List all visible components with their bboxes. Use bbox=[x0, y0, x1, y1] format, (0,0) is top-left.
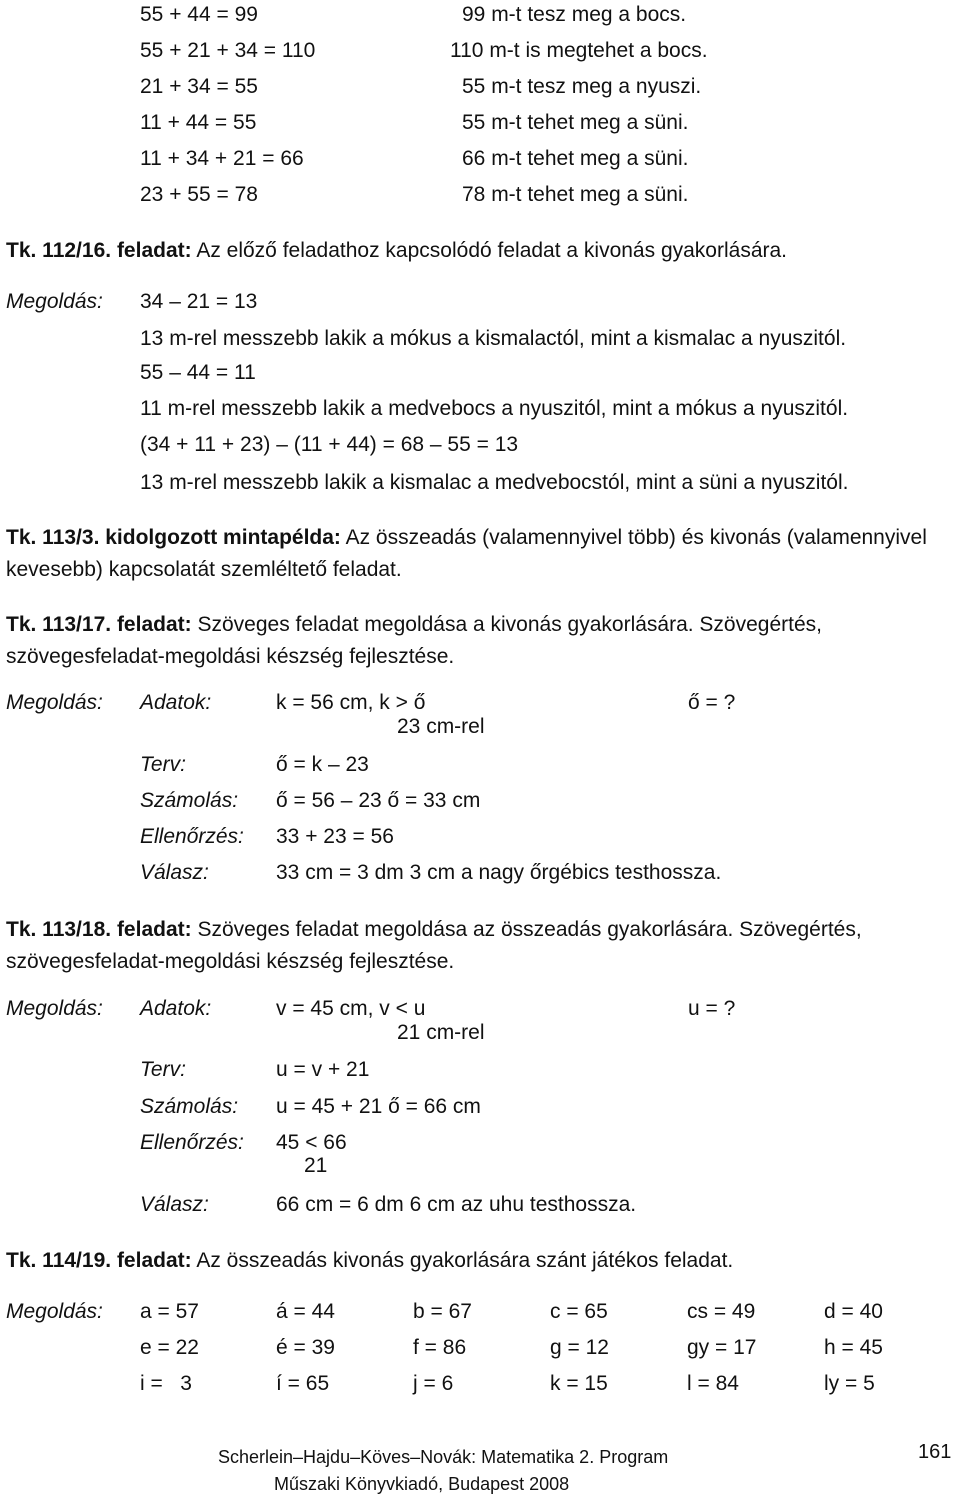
s4-solution-label: Megoldás: bbox=[6, 997, 103, 1020]
s3-ref: Tk. 113/17. bbox=[6, 613, 112, 636]
s3-solution-label: Megoldás: bbox=[6, 691, 103, 714]
grid-cell: k = 15 bbox=[550, 1372, 608, 1395]
top-txt-5: 66 m-t tehet meg a süni. bbox=[462, 147, 689, 170]
s3-text: Szöveges feladat megoldása a kivonás gyakorlására. Szövegértés, szövegesfeladat-megoldási készség fejlesztése. bbox=[6, 613, 822, 668]
grid-cell: h = 45 bbox=[824, 1336, 883, 1359]
s3-terv-label: Terv: bbox=[140, 753, 186, 776]
top-txt-6: 78 m-t tehet meg a süni. bbox=[462, 183, 689, 206]
s2-bold: kidolgozott mintapélda: bbox=[105, 526, 341, 549]
s3-szamolas-label: Számolás: bbox=[140, 789, 239, 812]
s4-adatok-sub: 21 cm-rel bbox=[397, 1021, 485, 1044]
s3-paragraph bbox=[6, 609, 950, 673]
s4-bold: feladat: bbox=[116, 918, 192, 941]
s4-paragraph bbox=[6, 914, 950, 978]
grid-cell: j = 6 bbox=[413, 1372, 454, 1395]
s4-adatok-label: Adatok: bbox=[140, 997, 212, 1020]
grid-cell: f = 86 bbox=[413, 1336, 467, 1359]
grid-cell: cs = 49 bbox=[687, 1300, 756, 1323]
s1-solution-label: Megoldás: bbox=[6, 290, 103, 313]
s2-ref: Tk. 113/3. bbox=[6, 526, 100, 549]
top-eq-5: 11 + 34 + 21 = 66 bbox=[140, 147, 304, 170]
s1-heading bbox=[6, 238, 787, 263]
s1-line-5: (34 + 11 + 23) – (11 + 44) = 68 – 55 = 13 bbox=[140, 433, 519, 456]
s4-terv-label: Terv: bbox=[140, 1058, 186, 1081]
s5-text: Az összeadás kivonás gyakorlására szánt játékos feladat. bbox=[196, 1249, 734, 1272]
s1-text: Az előző feladathoz kapcsolódó feladat a kivonás gyakorlására. bbox=[196, 239, 788, 262]
s1-ref: Tk. 112/16. bbox=[6, 239, 112, 262]
grid-cell: é = 39 bbox=[276, 1336, 335, 1359]
grid-cell: l = 84 bbox=[687, 1372, 739, 1395]
s3-szamolas: ő = 56 – 23 ő = 33 cm bbox=[276, 789, 481, 812]
s3-bold: feladat: bbox=[116, 613, 192, 636]
s2-text: Az összeadás (valamennyivel több) és kivonás (valamennyivel kevesebb) kapcsolatát szemléltető feladat. bbox=[6, 526, 927, 581]
s4-ref: Tk. 113/18. bbox=[6, 918, 112, 941]
grid-cell: í = 65 bbox=[276, 1372, 330, 1395]
top-txt-3: 55 m-t tesz meg a nyuszi. bbox=[462, 75, 702, 98]
s2-paragraph bbox=[6, 522, 950, 586]
grid-cell: á = 44 bbox=[276, 1300, 335, 1323]
grid-cell: a = 57 bbox=[140, 1300, 199, 1323]
s5-ref: Tk. 114/19. bbox=[6, 1249, 112, 1272]
footer-line-2: Műszaki Könyvkiadó, Budapest 2008 bbox=[274, 1474, 570, 1494]
s4-terv: u = v + 21 bbox=[276, 1058, 370, 1081]
top-eq-6: 23 + 55 = 78 bbox=[140, 183, 258, 206]
s5-heading bbox=[6, 1248, 733, 1273]
grid-cell: g = 12 bbox=[550, 1336, 609, 1359]
s3-question: ő = ? bbox=[688, 691, 736, 714]
s3-adatok-sub: 23 cm-rel bbox=[397, 715, 485, 738]
top-txt-4: 55 m-t tehet meg a süni. bbox=[462, 111, 689, 134]
s3-terv: ő = k – 23 bbox=[276, 753, 369, 776]
s3-valasz: 33 cm = 3 dm 3 cm a nagy őrgébics testhossza. bbox=[276, 861, 722, 884]
s1-line-1: 34 – 21 = 13 bbox=[140, 290, 258, 313]
s4-ellenorzes-sub: 21 bbox=[304, 1154, 328, 1177]
grid-cell: b = 67 bbox=[413, 1300, 472, 1323]
grid-cell: c = 65 bbox=[550, 1300, 608, 1323]
top-txt-1: 99 m-t tesz meg a bocs. bbox=[462, 3, 687, 26]
grid-cell: e = 22 bbox=[140, 1336, 199, 1359]
grid-cell: d = 40 bbox=[824, 1300, 883, 1323]
grid-cell: i = 3 bbox=[140, 1372, 192, 1395]
s4-ellenorzes-label: Ellenőrzés: bbox=[140, 1131, 244, 1154]
s4-valasz-label: Válasz: bbox=[140, 1193, 209, 1216]
s1-bold: feladat: bbox=[116, 239, 192, 262]
s1-line-3: 55 – 44 = 11 bbox=[140, 361, 256, 384]
top-txt-2: 110 m-t is megtehet a bocs. bbox=[450, 39, 708, 62]
s3-adatok-label: Adatok: bbox=[140, 691, 212, 714]
s5-solution-label: Megoldás: bbox=[6, 1300, 103, 1323]
s4-szamolas-label: Számolás: bbox=[140, 1095, 239, 1118]
s3-ellenorzes: 33 + 23 = 56 bbox=[276, 825, 394, 848]
s4-adatok: v = 45 cm, v < u bbox=[276, 997, 426, 1020]
s1-line-4: 11 m-rel messzebb lakik a medvebocs a nyuszitól, mint a mókus a nyuszitól. bbox=[140, 397, 849, 420]
top-eq-2: 55 + 21 + 34 = 110 bbox=[140, 39, 316, 62]
s4-szamolas: u = 45 + 21 ő = 66 cm bbox=[276, 1095, 481, 1118]
s5-bold: feladat: bbox=[116, 1249, 192, 1272]
s4-text: Szöveges feladat megoldása az összeadás gyakorlására. Szövegértés, szövegesfeladat-megoldási készség fejlesztése. bbox=[6, 918, 862, 973]
s1-line-2: 13 m-rel messzebb lakik a mókus a kismalactól, mint a kismalac a nyuszitól. bbox=[140, 327, 847, 350]
s3-adatok: k = 56 cm, k > ő bbox=[276, 691, 426, 714]
top-eq-1: 55 + 44 = 99 bbox=[140, 3, 258, 26]
top-eq-4: 11 + 44 = 55 bbox=[140, 111, 257, 134]
s1-line-6: 13 m-rel messzebb lakik a kismalac a medvebocstól, mint a süni a nyuszitól. bbox=[140, 471, 849, 494]
grid-cell: gy = 17 bbox=[687, 1336, 757, 1359]
s3-valasz-label: Válasz: bbox=[140, 861, 209, 884]
page-number: 161 bbox=[918, 1441, 952, 1463]
s4-question: u = ? bbox=[688, 997, 736, 1020]
footer-line-1: Scherlein–Hajdu–Köves–Novák: Matematika 2. Program bbox=[218, 1447, 669, 1467]
top-eq-3: 21 + 34 = 55 bbox=[140, 75, 258, 98]
s3-ellenorzes-label: Ellenőrzés: bbox=[140, 825, 244, 848]
s4-valasz: 66 cm = 6 dm 6 cm az uhu testhossza. bbox=[276, 1193, 637, 1216]
grid-cell: ly = 5 bbox=[824, 1372, 875, 1395]
s4-ellenorzes: 45 < 66 bbox=[276, 1131, 347, 1154]
